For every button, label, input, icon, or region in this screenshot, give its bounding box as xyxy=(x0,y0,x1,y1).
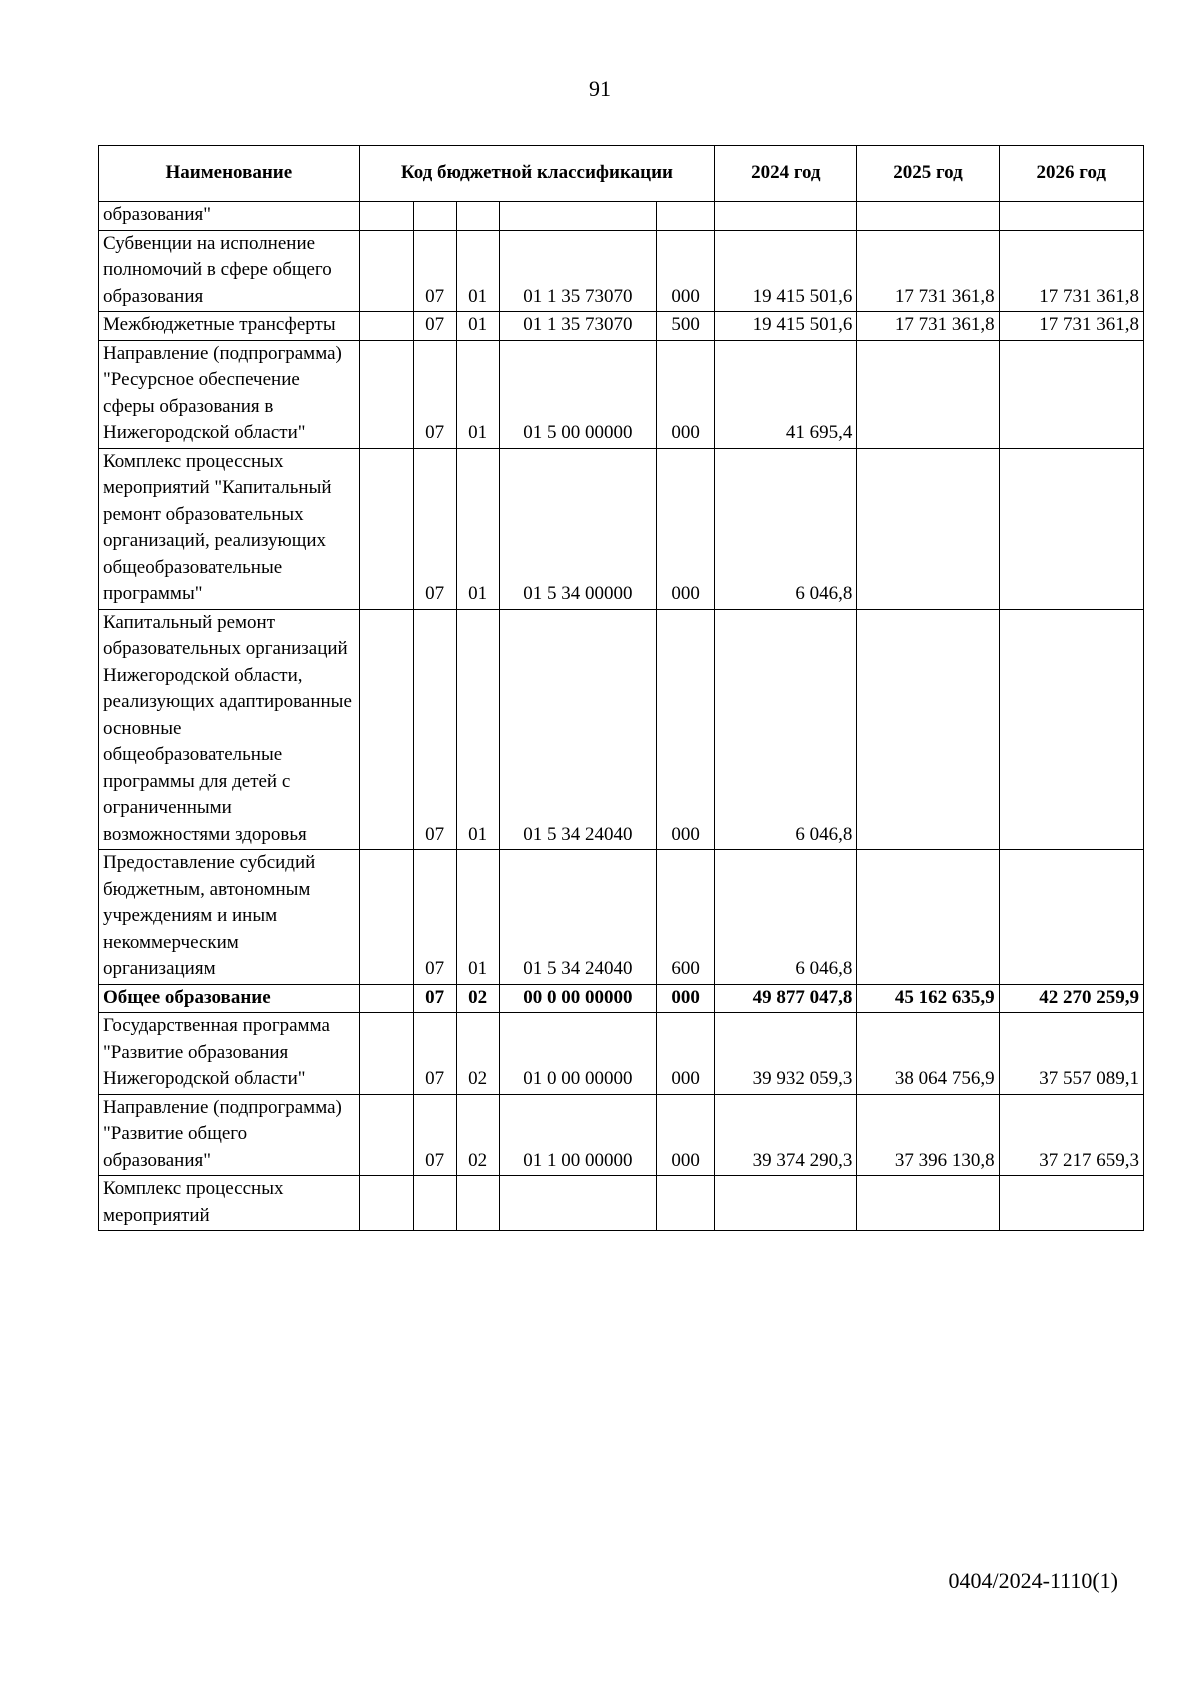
cell-code-1 xyxy=(359,448,413,609)
cell-expense-type: 500 xyxy=(656,312,714,341)
cell-2024: 49 877 047,8 xyxy=(715,984,857,1013)
cell-2026 xyxy=(999,850,1143,985)
cell-2026: 37 557 089,1 xyxy=(999,1013,1143,1095)
cell-expense-type: 000 xyxy=(656,340,714,448)
cell-code-1 xyxy=(359,230,413,312)
table-header-row xyxy=(99,146,1144,202)
cell-subsection: 01 xyxy=(456,340,499,448)
cell-2025 xyxy=(857,1176,999,1231)
cell-code-1 xyxy=(359,340,413,448)
cell-subsection: 01 xyxy=(456,312,499,341)
cell-2024: 6 046,8 xyxy=(715,609,857,850)
cell-target-article: 01 1 35 73070 xyxy=(499,230,656,312)
cell-name: Капитальный ремонт образовательных организаций Нижегородской области, реализующих адаптированные основные общеобразовательные программы для детей с ограниченными возможностями здоровья xyxy=(99,609,360,850)
cell-2025 xyxy=(857,850,999,985)
table-body xyxy=(99,202,1144,1231)
page-number: 91 xyxy=(589,76,611,101)
cell-expense-type: 000 xyxy=(656,1013,714,1095)
cell-2024 xyxy=(715,1176,857,1231)
cell-target-article: 00 0 00 00000 xyxy=(499,984,656,1013)
table-row xyxy=(99,202,1144,231)
table-row xyxy=(99,1094,1144,1176)
cell-subsection: 01 xyxy=(456,850,499,985)
cell-2026 xyxy=(999,1176,1143,1231)
cell-2024: 41 695,4 xyxy=(715,340,857,448)
document-code: 0404/2024-1110(1) xyxy=(948,1568,1118,1593)
cell-section: 07 xyxy=(413,1013,456,1095)
cell-target-article: 01 5 34 24040 xyxy=(499,609,656,850)
cell-2025: 17 731 361,8 xyxy=(857,312,999,341)
cell-code-1 xyxy=(359,312,413,341)
cell-section xyxy=(413,202,456,231)
cell-section: 07 xyxy=(413,1094,456,1176)
cell-section: 07 xyxy=(413,609,456,850)
cell-subsection xyxy=(456,202,499,231)
cell-section xyxy=(413,1176,456,1231)
cell-name: Комплекс процессных мероприятий xyxy=(99,1176,360,1231)
cell-section: 07 xyxy=(413,230,456,312)
cell-target-article: 01 5 34 00000 xyxy=(499,448,656,609)
cell-2026: 17 731 361,8 xyxy=(999,312,1143,341)
cell-subsection: 02 xyxy=(456,1013,499,1095)
cell-expense-type: 000 xyxy=(656,448,714,609)
cell-code-1 xyxy=(359,984,413,1013)
cell-subsection xyxy=(456,1176,499,1231)
table-row xyxy=(99,984,1144,1013)
cell-2025: 45 162 635,9 xyxy=(857,984,999,1013)
cell-section: 07 xyxy=(413,312,456,341)
cell-expense-type: 600 xyxy=(656,850,714,985)
cell-code-1 xyxy=(359,609,413,850)
cell-subsection: 02 xyxy=(456,984,499,1013)
cell-2026 xyxy=(999,202,1143,231)
cell-target-article: 01 1 00 00000 xyxy=(499,1094,656,1176)
cell-name: Комплекс процессных мероприятий "Капитальный ремонт образовательных организаций, реализующих общеобразовательные программы" xyxy=(99,448,360,609)
cell-section: 07 xyxy=(413,340,456,448)
cell-2024: 19 415 501,6 xyxy=(715,312,857,341)
cell-expense-type xyxy=(656,202,714,231)
cell-2026 xyxy=(999,448,1143,609)
cell-2025 xyxy=(857,340,999,448)
cell-name: Направление (подпрограмма) "Развитие общего образования" xyxy=(99,1094,360,1176)
cell-2026 xyxy=(999,609,1143,850)
header-code: Код бюджетной классификации xyxy=(359,146,715,202)
table-row xyxy=(99,1013,1144,1095)
cell-2026 xyxy=(999,340,1143,448)
cell-section: 07 xyxy=(413,984,456,1013)
table-row xyxy=(99,312,1144,341)
cell-2024: 39 932 059,3 xyxy=(715,1013,857,1095)
cell-section: 07 xyxy=(413,850,456,985)
cell-target-article xyxy=(499,1176,656,1231)
cell-subsection: 01 xyxy=(456,448,499,609)
cell-2024: 6 046,8 xyxy=(715,448,857,609)
header-name: Наименование xyxy=(99,146,360,202)
cell-2024: 6 046,8 xyxy=(715,850,857,985)
cell-expense-type xyxy=(656,1176,714,1231)
cell-name: Межбюджетные трансферты xyxy=(99,312,360,341)
header-2026: 2026 год xyxy=(999,146,1143,202)
table-row xyxy=(99,609,1144,850)
cell-2024: 19 415 501,6 xyxy=(715,230,857,312)
cell-2026: 42 270 259,9 xyxy=(999,984,1143,1013)
cell-target-article: 01 5 00 00000 xyxy=(499,340,656,448)
cell-2026: 17 731 361,8 xyxy=(999,230,1143,312)
cell-subsection: 02 xyxy=(456,1094,499,1176)
header-2025: 2025 год xyxy=(857,146,999,202)
cell-code-1 xyxy=(359,850,413,985)
cell-target-article xyxy=(499,202,656,231)
cell-expense-type: 000 xyxy=(656,609,714,850)
cell-subsection: 01 xyxy=(456,230,499,312)
cell-name: Общее образование xyxy=(99,984,360,1013)
table-row xyxy=(99,340,1144,448)
cell-subsection: 01 xyxy=(456,609,499,850)
cell-2025: 38 064 756,9 xyxy=(857,1013,999,1095)
cell-target-article: 01 1 35 73070 xyxy=(499,312,656,341)
cell-name: Субвенции на исполнение полномочий в сфере общего образования xyxy=(99,230,360,312)
cell-expense-type: 000 xyxy=(656,1094,714,1176)
cell-2025 xyxy=(857,609,999,850)
table-row xyxy=(99,230,1144,312)
cell-2024: 39 374 290,3 xyxy=(715,1094,857,1176)
table-row xyxy=(99,448,1144,609)
cell-section: 07 xyxy=(413,448,456,609)
cell-target-article: 01 0 00 00000 xyxy=(499,1013,656,1095)
table-row xyxy=(99,1176,1144,1231)
cell-name: образования" xyxy=(99,202,360,231)
cell-name: Направление (подпрограмма) "Ресурсное обеспечение сферы образования в Нижегородской области" xyxy=(99,340,360,448)
cell-2025 xyxy=(857,448,999,609)
cell-2025: 17 731 361,8 xyxy=(857,230,999,312)
table-row xyxy=(99,850,1144,985)
cell-2025: 37 396 130,8 xyxy=(857,1094,999,1176)
cell-code-1 xyxy=(359,1094,413,1176)
cell-name: Предоставление субсидий бюджетным, автономным учреждениям и иным некоммерческим организациям xyxy=(99,850,360,985)
cell-2024 xyxy=(715,202,857,231)
cell-target-article: 01 5 34 24040 xyxy=(499,850,656,985)
cell-expense-type: 000 xyxy=(656,984,714,1013)
cell-2026: 37 217 659,3 xyxy=(999,1094,1143,1176)
cell-expense-type: 000 xyxy=(656,230,714,312)
cell-code-1 xyxy=(359,1013,413,1095)
header-2024: 2024 год xyxy=(715,146,857,202)
cell-code-1 xyxy=(359,202,413,231)
cell-name: Государственная программа "Развитие образования Нижегородской области" xyxy=(99,1013,360,1095)
cell-code-1 xyxy=(359,1176,413,1231)
budget-table xyxy=(98,145,1144,1231)
cell-2025 xyxy=(857,202,999,231)
